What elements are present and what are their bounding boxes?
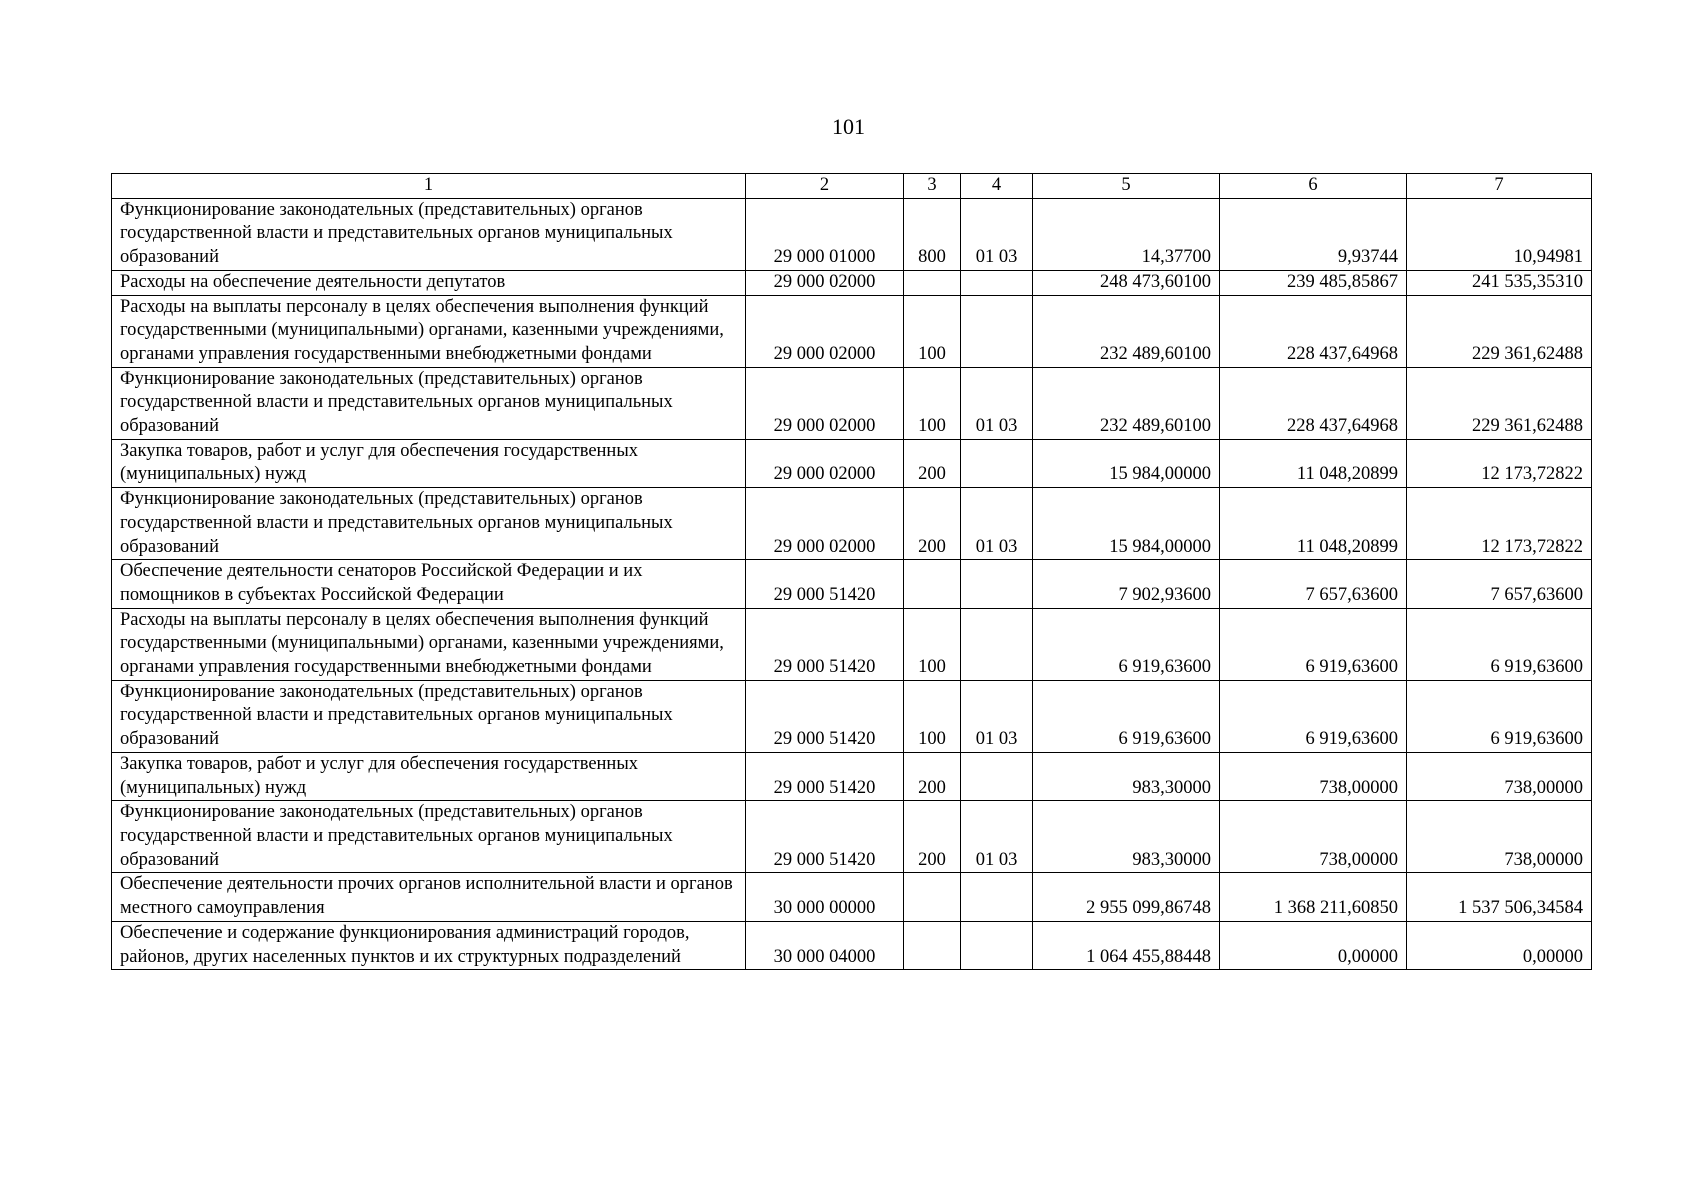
row-section-cell <box>961 270 1033 295</box>
row-amount-7-cell: 229 361,62488 <box>1407 367 1592 439</box>
row-amount-6-cell: 6 919,63600 <box>1220 608 1407 680</box>
row-amount-7-cell: 6 919,63600 <box>1407 608 1592 680</box>
row-amount-6-cell: 738,00000 <box>1220 752 1407 800</box>
row-amount-5-cell: 983,30000 <box>1033 752 1220 800</box>
column-header-4: 4 <box>961 174 1033 199</box>
column-header-1: 1 <box>112 174 746 199</box>
row-amount-7-cell: 7 657,63600 <box>1407 560 1592 608</box>
row-section-cell: 01 03 <box>961 488 1033 560</box>
row-section-cell <box>961 608 1033 680</box>
row-amount-5-cell: 2 955 099,86748 <box>1033 873 1220 921</box>
row-code-cell: 29 000 51420 <box>746 608 904 680</box>
row-amount-7-cell: 0,00000 <box>1407 921 1592 969</box>
row-section-cell <box>961 921 1033 969</box>
row-expense-type-cell <box>904 270 961 295</box>
table-row <box>112 752 1592 800</box>
row-amount-7-cell: 10,94981 <box>1407 198 1592 270</box>
row-expense-type-cell <box>904 921 961 969</box>
table-row <box>112 608 1592 680</box>
row-expense-type-cell: 100 <box>904 367 961 439</box>
row-amount-6-cell: 738,00000 <box>1220 801 1407 873</box>
row-name-cell: Обеспечение и содержание функционирования администраций городов, районов, других населенных пунктов и их структурных подразделений <box>112 921 746 969</box>
row-amount-6-cell: 11 048,20899 <box>1220 488 1407 560</box>
row-name-cell: Функционирование законодательных (представительных) органов государственной власти и представительных органов муниципальных образований <box>112 801 746 873</box>
row-name-cell: Функционирование законодательных (представительных) органов государственной власти и представительных органов муниципальных образований <box>112 367 746 439</box>
row-expense-type-cell <box>904 560 961 608</box>
row-expense-type-cell <box>904 873 961 921</box>
row-amount-6-cell: 0,00000 <box>1220 921 1407 969</box>
row-amount-5-cell: 1 064 455,88448 <box>1033 921 1220 969</box>
row-amount-6-cell: 6 919,63600 <box>1220 680 1407 752</box>
row-amount-6-cell: 9,93744 <box>1220 198 1407 270</box>
row-amount-5-cell: 15 984,00000 <box>1033 488 1220 560</box>
table-row <box>112 198 1592 270</box>
table-row <box>112 560 1592 608</box>
budget-table <box>111 173 1592 970</box>
row-code-cell: 29 000 01000 <box>746 198 904 270</box>
row-amount-6-cell: 7 657,63600 <box>1220 560 1407 608</box>
row-expense-type-cell: 100 <box>904 608 961 680</box>
table-row <box>112 801 1592 873</box>
table-row <box>112 873 1592 921</box>
column-header-7: 7 <box>1407 174 1592 199</box>
table-row <box>112 680 1592 752</box>
row-section-cell <box>961 295 1033 367</box>
row-amount-7-cell: 738,00000 <box>1407 801 1592 873</box>
table-row <box>112 921 1592 969</box>
row-name-cell: Закупка товаров, работ и услуг для обеспечения государственных (муниципальных) нужд <box>112 439 746 487</box>
table-row <box>112 270 1592 295</box>
row-amount-6-cell: 11 048,20899 <box>1220 439 1407 487</box>
row-amount-5-cell: 983,30000 <box>1033 801 1220 873</box>
row-amount-7-cell: 241 535,35310 <box>1407 270 1592 295</box>
row-name-cell: Функционирование законодательных (представительных) органов государственной власти и представительных органов муниципальных образований <box>112 198 746 270</box>
table-row <box>112 295 1592 367</box>
row-expense-type-cell: 200 <box>904 801 961 873</box>
row-section-cell <box>961 439 1033 487</box>
row-section-cell <box>961 560 1033 608</box>
row-expense-type-cell: 200 <box>904 488 961 560</box>
row-amount-7-cell: 229 361,62488 <box>1407 295 1592 367</box>
column-header-6: 6 <box>1220 174 1407 199</box>
column-header-2: 2 <box>746 174 904 199</box>
row-amount-6-cell: 239 485,85867 <box>1220 270 1407 295</box>
row-name-cell: Функционирование законодательных (представительных) органов государственной власти и представительных органов муниципальных образований <box>112 680 746 752</box>
row-amount-6-cell: 1 368 211,60850 <box>1220 873 1407 921</box>
row-code-cell: 29 000 51420 <box>746 560 904 608</box>
row-amount-5-cell: 6 919,63600 <box>1033 608 1220 680</box>
row-expense-type-cell: 800 <box>904 198 961 270</box>
row-code-cell: 29 000 02000 <box>746 439 904 487</box>
column-header-3: 3 <box>904 174 961 199</box>
row-code-cell: 29 000 02000 <box>746 367 904 439</box>
row-code-cell: 29 000 02000 <box>746 270 904 295</box>
row-code-cell: 30 000 00000 <box>746 873 904 921</box>
row-amount-5-cell: 7 902,93600 <box>1033 560 1220 608</box>
row-section-cell: 01 03 <box>961 198 1033 270</box>
row-section-cell: 01 03 <box>961 680 1033 752</box>
row-code-cell: 30 000 04000 <box>746 921 904 969</box>
row-code-cell: 29 000 51420 <box>746 752 904 800</box>
page-number: 101 <box>832 114 865 139</box>
row-amount-7-cell: 12 173,72822 <box>1407 439 1592 487</box>
column-header-5: 5 <box>1033 174 1220 199</box>
row-name-cell: Расходы на выплаты персоналу в целях обеспечения выполнения функций государственными (муниципальными) органами, казенными учреждениями, органами управления государственными внебюджетными фондами <box>112 608 746 680</box>
row-amount-6-cell: 228 437,64968 <box>1220 367 1407 439</box>
row-expense-type-cell: 100 <box>904 680 961 752</box>
row-name-cell: Обеспечение деятельности сенаторов Российской Федерации и их помощников в субъектах Российской Федерации <box>112 560 746 608</box>
row-amount-6-cell: 228 437,64968 <box>1220 295 1407 367</box>
row-section-cell <box>961 873 1033 921</box>
row-name-cell: Закупка товаров, работ и услуг для обеспечения государственных (муниципальных) нужд <box>112 752 746 800</box>
row-name-cell: Функционирование законодательных (представительных) органов государственной власти и представительных органов муниципальных образований <box>112 488 746 560</box>
row-code-cell: 29 000 51420 <box>746 680 904 752</box>
row-amount-7-cell: 1 537 506,34584 <box>1407 873 1592 921</box>
table-row <box>112 439 1592 487</box>
row-amount-5-cell: 6 919,63600 <box>1033 680 1220 752</box>
row-amount-5-cell: 15 984,00000 <box>1033 439 1220 487</box>
row-code-cell: 29 000 02000 <box>746 488 904 560</box>
row-name-cell: Расходы на выплаты персоналу в целях обеспечения выполнения функций государственными (муниципальными) органами, казенными учреждениями, органами управления государственными внебюджетными фондами <box>112 295 746 367</box>
row-expense-type-cell: 200 <box>904 752 961 800</box>
row-amount-7-cell: 738,00000 <box>1407 752 1592 800</box>
row-amount-5-cell: 248 473,60100 <box>1033 270 1220 295</box>
table-row <box>112 367 1592 439</box>
row-expense-type-cell: 100 <box>904 295 961 367</box>
row-section-cell: 01 03 <box>961 801 1033 873</box>
row-amount-5-cell: 232 489,60100 <box>1033 367 1220 439</box>
table-row <box>112 488 1592 560</box>
row-amount-5-cell: 232 489,60100 <box>1033 295 1220 367</box>
row-section-cell: 01 03 <box>961 367 1033 439</box>
row-expense-type-cell: 200 <box>904 439 961 487</box>
row-section-cell <box>961 752 1033 800</box>
row-amount-7-cell: 6 919,63600 <box>1407 680 1592 752</box>
row-amount-5-cell: 14,37700 <box>1033 198 1220 270</box>
row-name-cell: Обеспечение деятельности прочих органов исполнительной власти и органов местного самоуправления <box>112 873 746 921</box>
table-body <box>112 198 1592 970</box>
row-name-cell: Расходы на обеспечение деятельности депутатов <box>112 270 746 295</box>
row-code-cell: 29 000 02000 <box>746 295 904 367</box>
row-amount-7-cell: 12 173,72822 <box>1407 488 1592 560</box>
row-code-cell: 29 000 51420 <box>746 801 904 873</box>
column-number-row <box>112 174 1592 199</box>
